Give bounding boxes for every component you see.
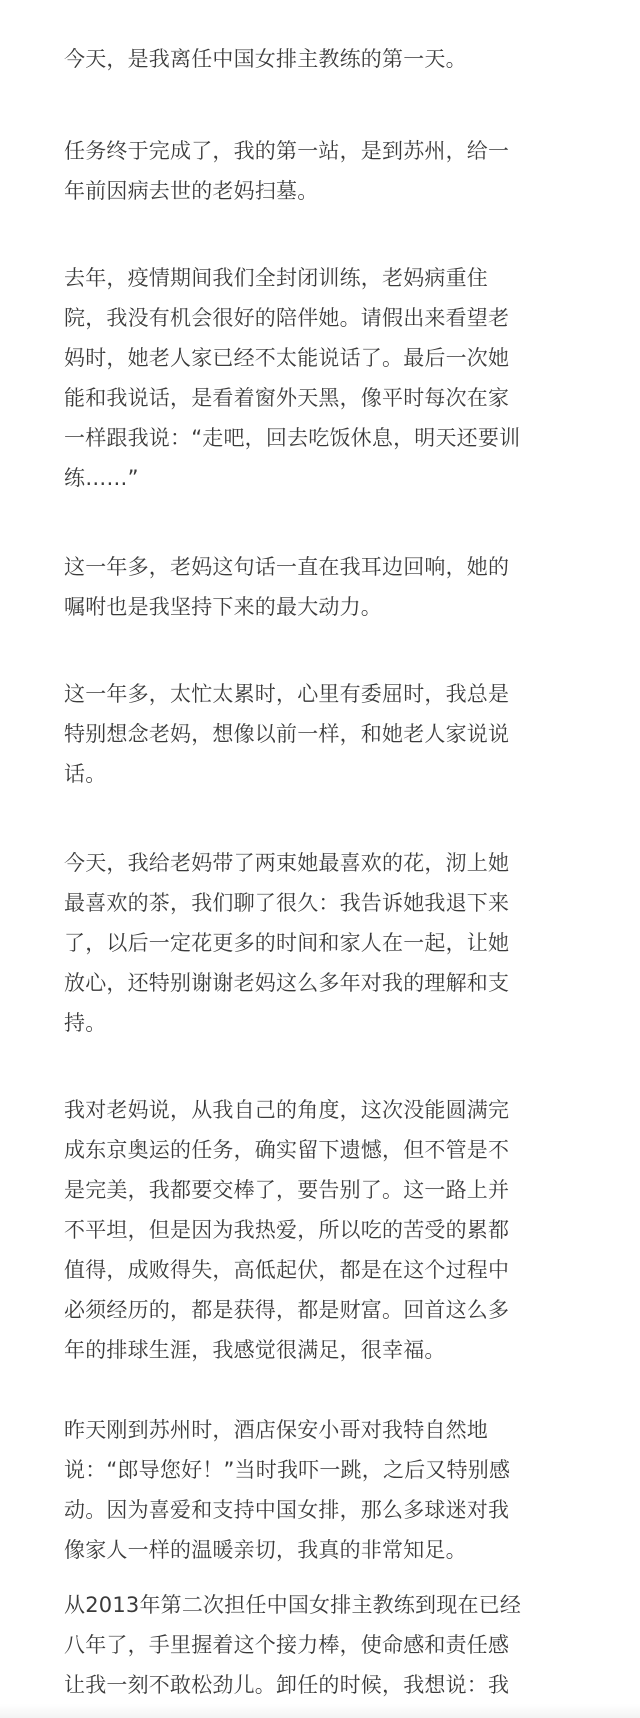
text-line: 话。 [64,762,107,786]
text-line: 年前因病去世的老妈扫墓。 [64,179,319,203]
text-line: 是完美，我都要交棒了，要告别了。这一路上并 [64,1178,510,1202]
text-line: 像家人一样的温暖亲切，我真的非常知足。 [64,1538,467,1562]
text-line: 不平坦，但是因为我热爱，所以吃的苦受的累都 [64,1218,510,1242]
text-line: 说：“郎导您好！”当时我吓一跳，之后又特别感 [64,1458,511,1482]
paragraph-5 [64,674,584,794]
text-line: 任务终于完成了，我的第一站，是到苏州，给一 [64,139,510,163]
text-line: 成东京奥运的任务，确实留下遗憾，但不管是不 [64,1138,510,1162]
paragraph-4 [64,547,584,627]
text-line: 嘱咐也是我坚持下来的最大动力。 [64,595,382,619]
paragraph-9 [64,1585,584,1705]
bottom-edge [0,1704,640,1718]
text-line: 年的排球生涯，我感觉很满足，很幸福。 [64,1338,446,1362]
text-line: 一样跟我说：“走吧，回去吃饭休息，明天还要训 [64,426,521,450]
text-line: 今天，我给老妈带了两束她最喜欢的花，沏上她 [64,851,510,875]
paragraph-6 [64,843,584,1043]
text-line: 这一年多，老妈这句话一直在我耳边回响，她的 [64,555,510,579]
text-line: 必须经历的，都是获得，都是财富。回首这么多 [64,1298,510,1322]
text-line: 我对老妈说，从我自己的角度，这次没能圆满完 [64,1098,510,1122]
paragraph-3 [64,258,584,498]
text-line: 了，以后一定花更多的时间和家人在一起，让她 [64,931,510,955]
text-line: 妈时，她老人家已经不太能说话了。最后一次她 [64,346,510,370]
text-line: 今天，是我离任中国女排主教练的第一天。 [64,47,467,71]
text-line: 练……” [64,466,139,490]
text-line: 这一年多，太忙太累时，心里有委屈时，我总是 [64,682,510,706]
text-line: 值得，成败得失，高低起伏，都是在这个过程中 [64,1258,510,1282]
paragraph-7 [64,1090,584,1370]
paragraph-2 [64,131,584,211]
text-line: 去年，疫情期间我们全封闭训练，老妈病重住 [64,266,488,290]
text-line: 能和我说话，是看着窗外天黑，像平时每次在家 [64,386,510,410]
text-line: 从2013年第二次担任中国女排主教练到现在已经 [64,1593,522,1617]
text-line: 昨天刚到苏州时，酒店保安小哥对我特自然地 [64,1418,488,1442]
paragraph-8 [64,1410,584,1570]
text-line: 持。 [64,1011,107,1035]
paragraph-1 [64,39,584,79]
text-line: 最喜欢的茶，我们聊了很久：我告诉她我退下来 [64,891,510,915]
text-line: 放心，还特别谢谢老妈这么多年对我的理解和支 [64,971,510,995]
text-line: 八年了，手里握着这个接力棒，使命感和责任感 [64,1633,510,1657]
text-line: 让我一刻不敢松劲儿。卸任的时候，我想说：我 [64,1673,510,1697]
text-line: 特别想念老妈，想像以前一样，和她老人家说说 [64,722,510,746]
text-line: 动。因为喜爱和支持中国女排，那么多球迷对我 [64,1498,510,1522]
text-line: 院，我没有机会很好的陪伴她。请假出来看望老 [64,306,510,330]
